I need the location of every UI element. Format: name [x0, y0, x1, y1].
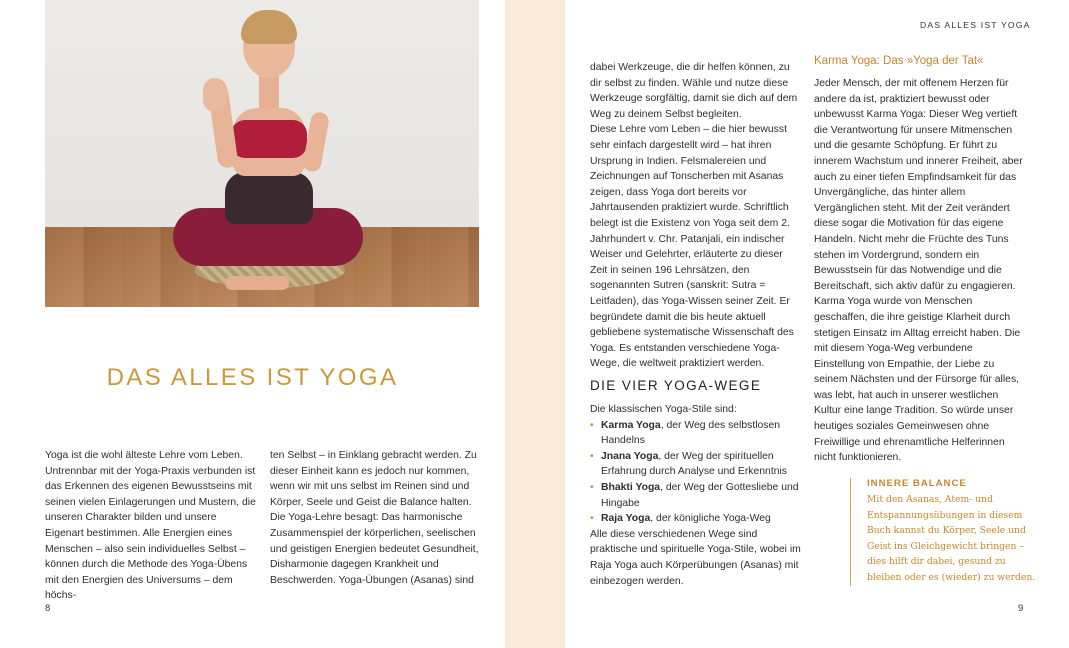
list-item: • Jnana Yoga, der Weg der spirituellen Erfahrung durch Analyse und Erkenntnis [590, 450, 787, 478]
inner-balance-box [850, 478, 1043, 586]
page-number-right: 9 [1018, 603, 1024, 614]
body-column-1: Yoga ist die wohl älteste Lehre vom Leben. Untrennbar mit der Yoga-Praxis verbunden ist das Erkennen des eigenen Bewusstseins mit seinen vielen Einlagerungen und Mustern, die unseren Charakter bilden und unsere Eigenart bestimmen. Alle Energien eines Menschen – also sein individuelles Selbst – können durch die Methode des Yoga-Übens mit den Energien des Universums – dem höchs- [45, 450, 256, 602]
section-heading: DIE VIER YOGA-WEGE [590, 378, 762, 393]
list-item: • Karma Yoga, der Weg des selbstlosen Handelns [590, 419, 781, 447]
bullet-icon: • [590, 419, 594, 431]
body-column-3: dabei Werkzeuge, die dir helfen können, zu dir selbst zu finden. Wähle und nutze diese Werkzeuge sorgfältig, damit sie dich auf dem Weg zu deinem Selbst begleiten. Diese Lehre vom Leben – die hier bewusst sehr einfach dargestellt wird – hat ihren Ursprung in Indien. Felsmalereien und Zeichnungen auf Tonscherben mit Asanas zeigen, dass Yoga dort bereits vor Jahrtausenden praktiziert wurde. Schriftlich belegt ist die Existenz von Yoga seit dem 2. Jahrhundert v. Chr. Patanjali, ein indischer Weiser und Gelehrter, erläuterte zu dieser Zeit in seinen 196 Lehrsätzen, den sogenannten Sutren (sanskrit: Sutra = Leitfaden), das Yoga-Wissen seiner Zeit. Er begründete damit die bis heute aktuell gebliebene systematische Wissenschaft des Yoga. Es entstanden verschiedene Yoga-Wege, die weltweit praktiziert werden. [590, 62, 798, 370]
bullet-icon: • [590, 481, 594, 493]
page-gutter [505, 0, 565, 648]
list-item: • Bhakti Yoga, der Weg der Gottesliebe und Hingabe [590, 481, 799, 509]
chapter-heading: DAS ALLES IST YOGA [106, 364, 399, 391]
page-number-left: 8 [45, 603, 51, 614]
yoga-photo [45, 0, 479, 307]
sidebar-title: INNERE BALANCE [867, 478, 967, 489]
bullet-icon: • [590, 513, 594, 525]
list-intro: Die klassischen Yoga-Stile sind: [590, 404, 737, 415]
bullet-icon: • [590, 450, 594, 462]
yoga-styles-list [590, 402, 802, 589]
body-column-2: ten Selbst – in Einklang gebracht werden. Zu dieser Einheit kann es jedoch nur kommen, wenn wir mit uns selbst im Reinen sind und Körper, Seele und Geist die Balance halten. Die Yoga-Lehre besagt: Das harmonische Zusammenspiel der körperlichen, seelischen und geistigen Energien bedeutet Gesundheit, Disharmonie dagegen Krankheit und Beschwerden. Yoga-Übungen (Asanas) sind [270, 450, 479, 586]
karma-yoga-heading: Karma Yoga: Das »Yoga der Tat« [814, 55, 984, 67]
running-head: DAS ALLES IST YOGA [920, 20, 1031, 30]
list-item: • Raja Yoga, der königliche Yoga-Weg [590, 511, 802, 527]
sidebar-text: Mit den Asanas, Atem- und Entspannungsübungen in diesem Buch kannst du Körper, Seele und Geist ins Gleichgewicht bringen – dies hilft dir dabei, gesund zu bleiben oder es (wieder) zu werden. [867, 494, 1036, 583]
body-column-4: Jeder Mensch, der mit offenem Herzen für andere da ist, praktiziert bewusst oder unbewusst Karma Yoga: Dieser Weg vertieft die Verantwortung für unsere Mitmenschen und die gesamte Schöpfung. Er führt zu innerem Wachstum und innerer Freiheit, aber auch zu einer tiefen Empfindsamkeit für das Unvergängliche, das hinter allem Vergänglichen steht. Mit der Zeit verändert diese sogar die Motivation für das eigene Handeln. Nicht mehr die Früchte des Tuns stehen im Vordergrund, sondern ein Bewusstsein für das Notwendige und die Bereitschaft, sich aktiv dafür zu engagieren. Karma Yoga wurde von Menschen geschaffen, die ihre geistige Klarheit durch stetigen Einsatz im Alltag erreicht haben. Die mit diesem Yoga-Weg verbundene Einstellung von Empathie, der Liebe zu seinem Nächsten und der Fürsorge für alles, was lebt, hat auch in unserer westlichen Kultur eine lange Tradition. So würde unser heutiges soziales Gemeinwesen ohne Freiwillige und ehrenamtliche Helferinnen nicht funktionieren. [814, 78, 1023, 464]
list-outro: Alle diese verschiedenen Wege sind praktische und spirituelle Yoga-Stile, wobei im Raja Yoga auch Körperübungen (Asanas) mit einbezogen werden. [590, 528, 801, 587]
left-page [0, 0, 505, 648]
